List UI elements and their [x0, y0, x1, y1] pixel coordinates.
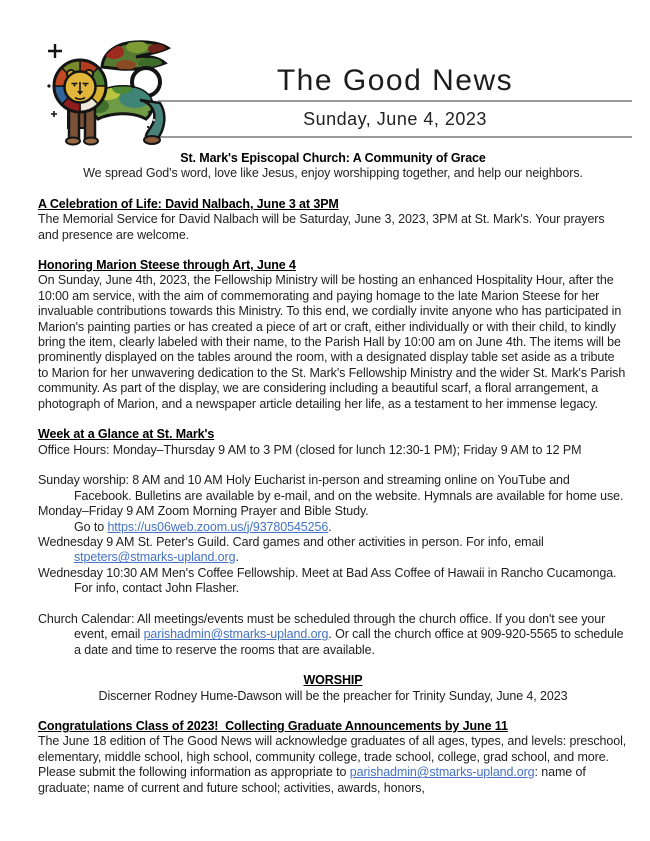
section-week-at-a-glance [38, 427, 628, 658]
text-run: Sunday worship: 8 AM and 10 AM Holy Eucharist in-person and streaming online on YouTube and Facebook. Bulletins are available by e-mail, and on the website. Hymnals are available for home use. [38, 473, 624, 503]
text-run: Monday–Friday 9 AM Zoom Morning Prayer and Bible Study. [38, 504, 369, 519]
paragraph [38, 734, 628, 796]
paragraph [38, 566, 628, 597]
masthead-text [158, 0, 632, 138]
winged-lion-of-st-mark-icon [42, 40, 172, 148]
paragraph [38, 273, 628, 412]
paragraph [38, 151, 628, 166]
section-heading: Honoring Marion Steese through Art, June 4 [38, 258, 296, 273]
paragraph [38, 612, 628, 658]
section-intro [38, 151, 628, 182]
text-run: Office Hours: Monday–Thursday 9 AM to 3 PM (closed for lunch 12:30-1 PM); Friday 9 AM to 12 PM [38, 442, 582, 457]
paragraph [38, 504, 628, 535]
paragraph [38, 689, 628, 704]
hyperlink[interactable]: parishadmin@stmarks-upland.org [349, 765, 535, 780]
text-run: Go to [74, 519, 108, 534]
text-run: St. Mark's Episcopal Church: A Community of Grace [180, 151, 486, 165]
section-heading: A Celebration of Life: David Nalbach, June 3 at 3PM [38, 196, 339, 211]
hyperlink[interactable]: https://us06web.zoom.us/j/93780545256 [107, 519, 329, 534]
section-celebration-of-life [38, 197, 628, 243]
newsletter-content [0, 138, 650, 796]
section-congratulations-class-of-2023 [38, 719, 628, 796]
text-run: Discerner Rodney Hume-Dawson will be the preacher for Trinity Sunday, June 4, 2023 [98, 688, 568, 703]
text-run: Church Calendar: All meetings/events must be scheduled through the church office. If you don't see your event, email [38, 611, 609, 642]
text-run: We spread God's word, love like Jesus, enjoy worshipping together, and help our neighbors. [83, 166, 583, 181]
cross-icon [48, 44, 62, 58]
church-logo [42, 40, 172, 150]
masthead-rule-bottom [158, 136, 632, 138]
hyperlink[interactable]: stpeters@stmarks-upland.org [74, 550, 236, 565]
paragraph [38, 212, 628, 243]
masthead [0, 0, 650, 138]
text-run: Wednesday 9 AM St. Peter's Guild. Card games and other activities in person. For info, email [38, 534, 548, 549]
paragraph [38, 443, 628, 458]
newsletter-title: The Good News [276, 64, 514, 97]
text-run: . [235, 550, 239, 565]
section-honoring-marion-steese [38, 258, 628, 412]
text-run: Wednesday 10:30 AM Men's Coffee Fellowship. Meet at Bad Ass Coffee of Hawaii in Rancho Cucamonga. For info, contact John Flasher. [38, 565, 620, 596]
text-run: The Memorial Service for David Nalbach will be Saturday, June 3, 2023, 3PM at St. Mark's. Your prayers and presence are welcome. [38, 212, 608, 242]
section-heading: Congratulations Class of 2023! Collecting Graduate Announcements by June 11 [38, 718, 508, 733]
text-run: : name of graduate; name of current and future school; activities, awards, honors, [38, 765, 590, 795]
text-run: . Or call the church office at 909-920-5565 to schedule a date and time to reserve the rooms that are available. [74, 627, 627, 657]
section-worship [38, 673, 628, 704]
text-run: On Sunday, June 4th, 2023, the Fellowship Ministry will be hosting an enhanced Hospitality Hour, after the 10:00 am service, with the aim of commemorating and paying homage to the late Marion Steese for her invaluable contributions towards this Ministry. To this end, we cordially invite anyone who has participated in Marion's painting parties or has created a piece of art or craft, either individually or with their child, to kindly bring the item, clearly labeled with their name, to the Parish Hall by 10:00 am on June 4th. The items will be prominently displayed on the tables around the room, with a designated display table set aside as a tribute to Marion for her unwavering dedication to the St. Mark's Fellowship Ministry and the wider St. Mark's Parish community. As part of the display, we are considering including a beautiful scarf, a floral arrangement, a photograph of Marion, and a newspaper article detailing her life, as a testament to her immense legacy. [38, 273, 629, 411]
section-heading: Week at a Glance at St. Mark's [38, 427, 215, 442]
hyperlink[interactable]: parishadmin@stmarks-upland.org [143, 627, 329, 642]
text-run: The June 18 edition of The Good News will acknowledge graduates of all ages, types, and levels: preschool, elementary, middle school, high school, community college, trade school, college, grad school, and more. Please submit the following information as appropriate to [38, 734, 630, 780]
newsletter-date: Sunday, June 4, 2023 [303, 109, 487, 129]
text-run: . [328, 519, 332, 534]
paragraph [38, 535, 628, 566]
paragraph [38, 166, 628, 181]
section-heading: WORSHIP [303, 673, 363, 688]
paragraph [38, 473, 628, 504]
